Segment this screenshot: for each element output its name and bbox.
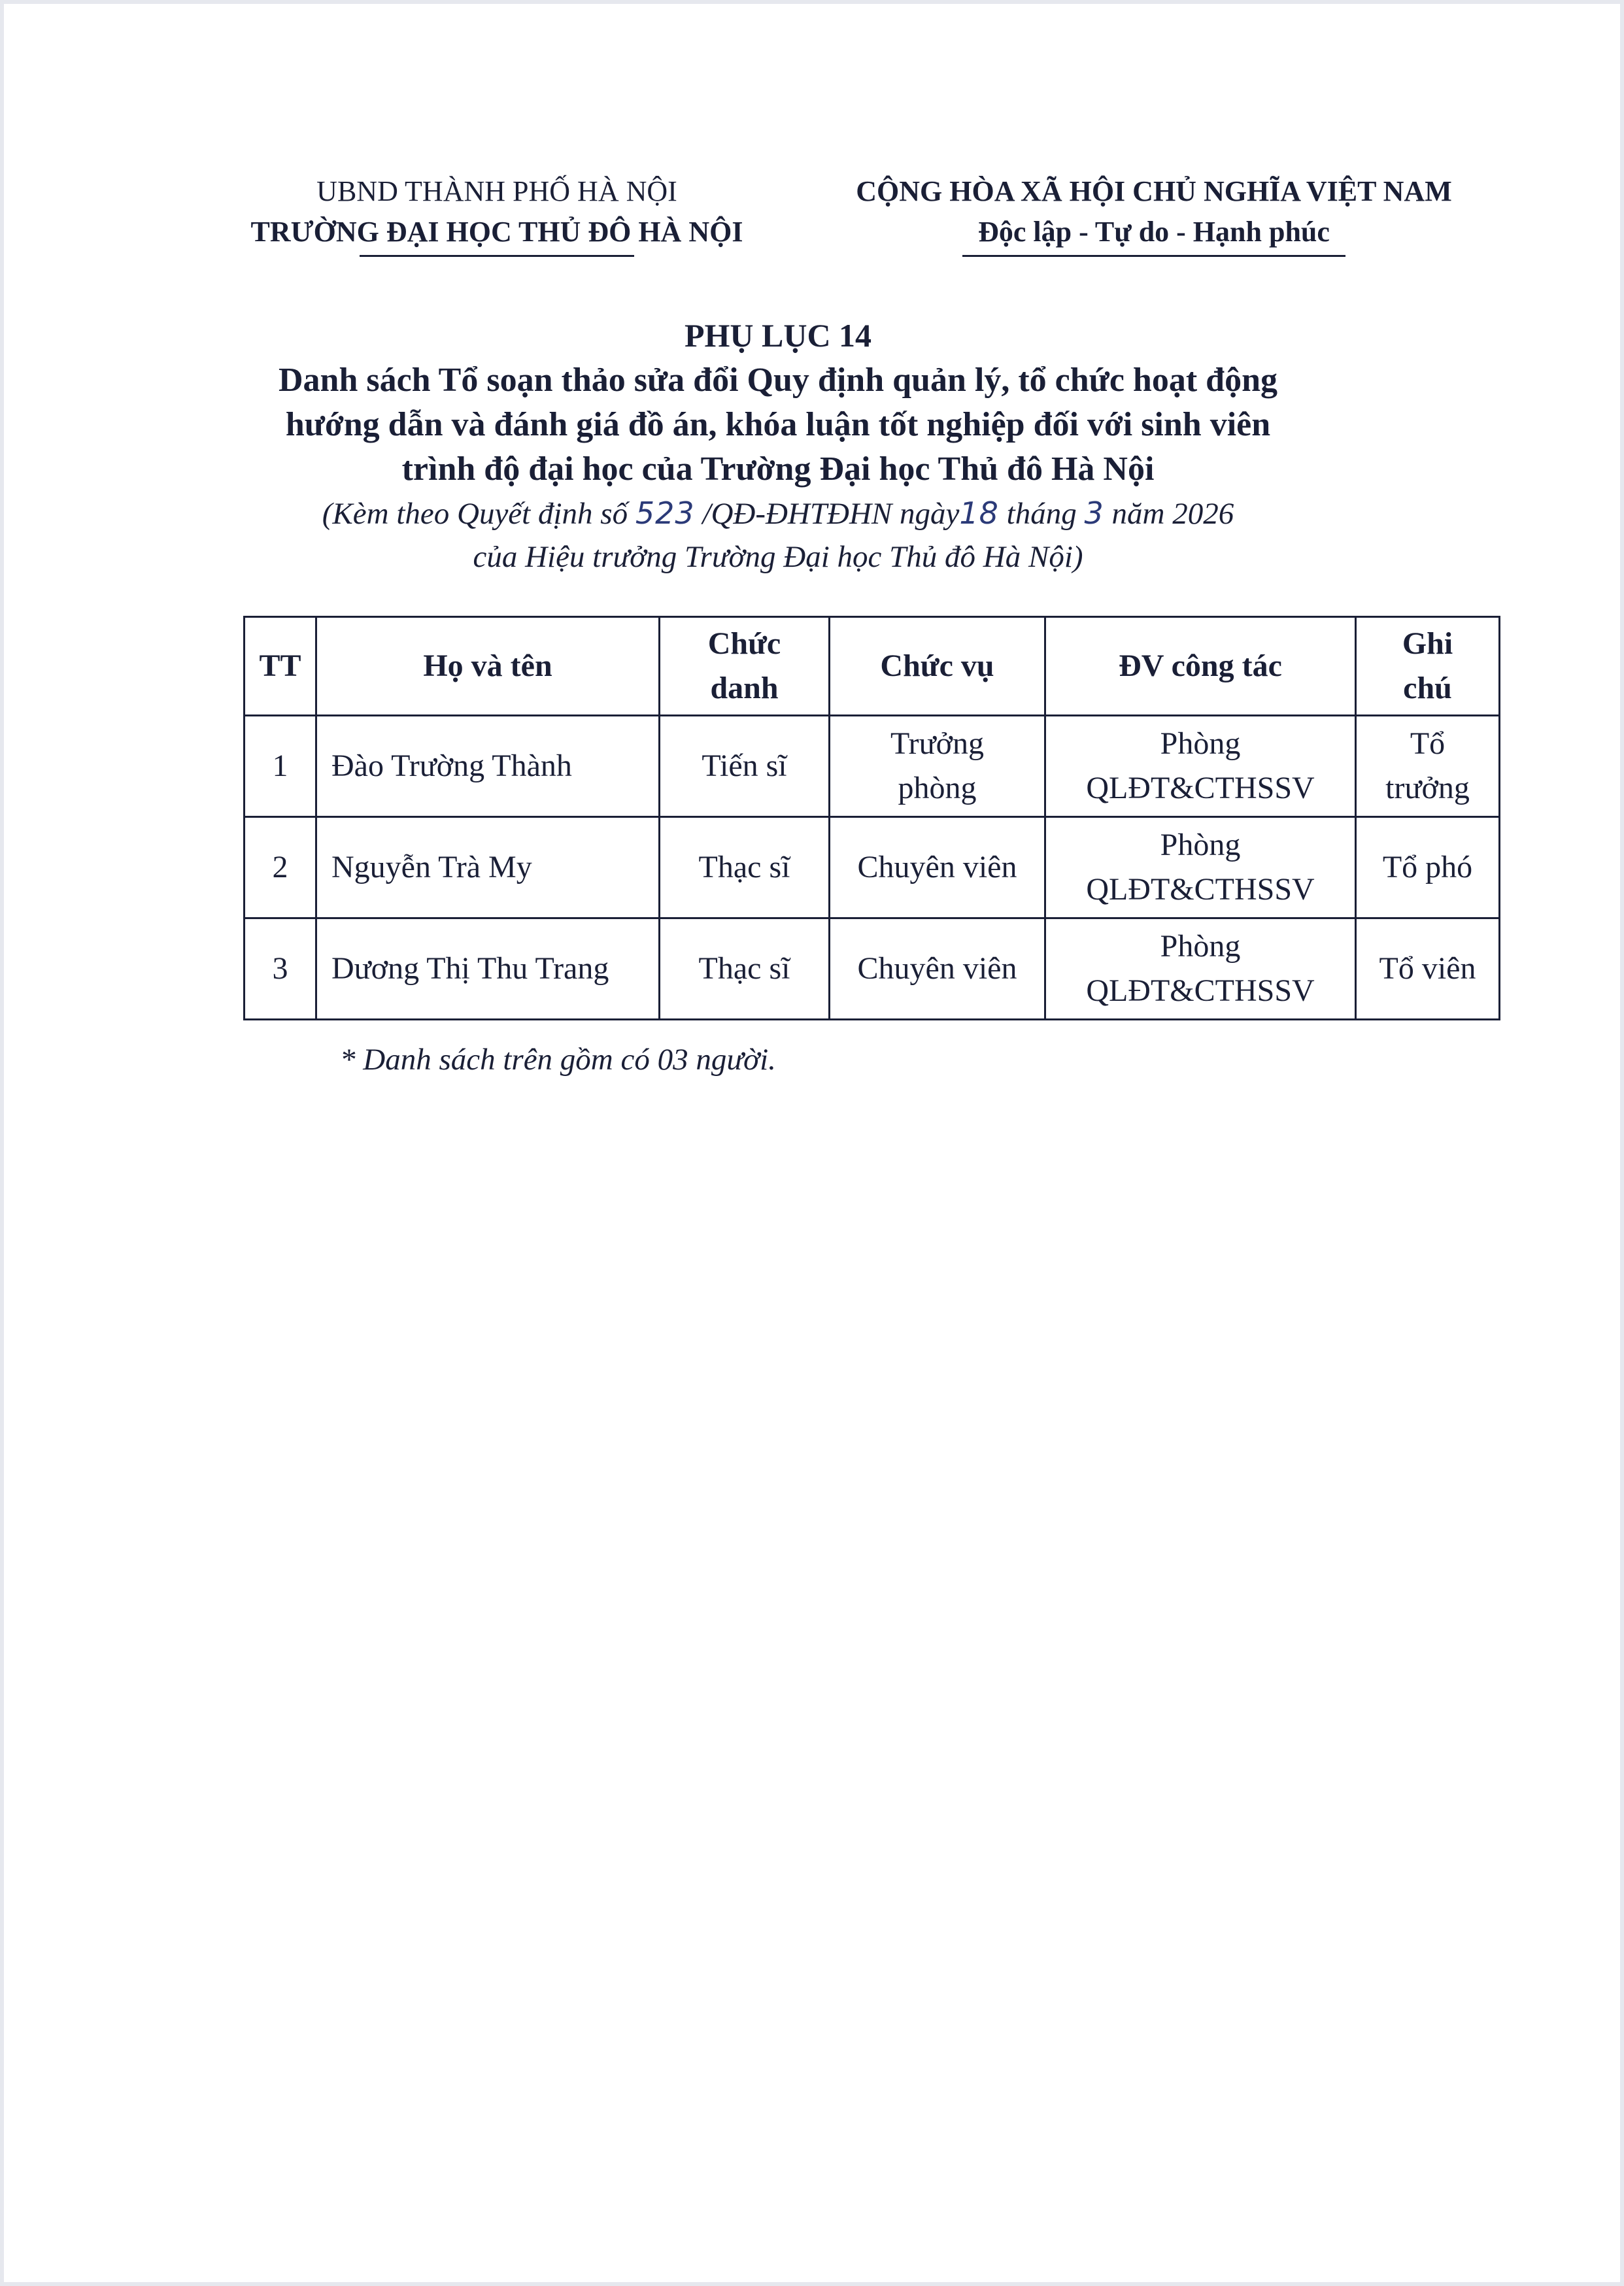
cell-position-b: phòng <box>898 771 977 805</box>
year-label: năm 2026 <box>1104 497 1234 531</box>
cell-unit <box>1045 716 1356 817</box>
country-name: CỘNG HÒA XÃ HỘI CHỦ NGHĨA VIỆT NAM <box>856 175 1452 207</box>
cell-name: Dương Thị Thu Trang <box>316 918 660 1020</box>
cell-unit-a: Phòng <box>1160 828 1241 862</box>
cell-position: Chuyên viên <box>830 817 1045 918</box>
subject-line-3: trình độ đại học của Trường Đại học Thủ đô Hà Nội <box>401 450 1155 488</box>
cell-unit-b: QLĐT&CTHSSV <box>1086 771 1315 805</box>
attachment-prefix: (Kèm theo Quyết định số <box>322 497 635 531</box>
header-position: Chức vụ <box>830 617 1045 716</box>
decision-day: 18 <box>959 496 999 531</box>
title-block <box>196 312 1360 579</box>
decision-number: 523 <box>635 496 695 531</box>
table-row <box>245 918 1500 1020</box>
national-motto <box>811 171 1497 257</box>
cell-unit-b: QLĐT&CTHSSV <box>1086 973 1315 1008</box>
school-name: TRƯỜNG ĐẠI HỌC THỦ ĐÔ HÀ NỘI <box>250 216 743 248</box>
subject-line-1: Danh sách Tổ soạn thảo sửa đổi Quy định quản lý, tổ chức hoạt động <box>278 361 1278 399</box>
header-note <box>1356 617 1500 716</box>
issuing-agency <box>248 171 745 257</box>
member-table <box>243 616 1500 1020</box>
cell-position-a: Trưởng <box>890 726 984 761</box>
motto-underline <box>962 255 1345 257</box>
cell-note-b: trưởng <box>1385 771 1470 805</box>
cell-name: Nguyễn Trà My <box>316 817 660 918</box>
attachment-line-1 <box>196 492 1360 535</box>
header-name: Họ và tên <box>316 617 660 716</box>
cell-tt: 3 <box>245 918 316 1020</box>
cell-note: Tổ phó <box>1356 817 1500 918</box>
cell-position: Chuyên viên <box>830 918 1045 1020</box>
agency-underline <box>360 255 634 257</box>
month-label: tháng <box>998 497 1085 531</box>
cell-tt: 1 <box>245 716 316 817</box>
cell-unit-b: QLĐT&CTHSSV <box>1086 872 1315 907</box>
motto: Độc lập - Tự do - Hạnh phúc <box>978 216 1330 248</box>
table-row <box>245 716 1500 817</box>
cell-position <box>830 716 1045 817</box>
cell-unit-a: Phòng <box>1160 929 1241 964</box>
cell-unit <box>1045 918 1356 1020</box>
attachment-line-2: của Hiệu trưởng Trường Đại học Thủ đô Hà Nội) <box>473 540 1083 574</box>
cell-note <box>1356 716 1500 817</box>
parent-agency: UBND THÀNH PHỐ HÀ NỘI <box>316 175 677 207</box>
header-note-b: chú <box>1403 671 1452 705</box>
header-title-a: Chức <box>707 626 781 661</box>
cell-title: Tiến sĩ <box>660 716 830 817</box>
cell-title: Thạc sĩ <box>660 817 830 918</box>
subject-line-2: hướng dẫn và đánh giá đồ án, khóa luận tốt nghiệp đối với sinh viên <box>285 406 1271 443</box>
header-title-b: danh <box>710 671 779 705</box>
table-header-row <box>245 617 1500 716</box>
appendix-title: PHỤ LỤC 14 <box>684 317 872 354</box>
cell-title: Thạc sĩ <box>660 918 830 1020</box>
cell-note-a: Tổ <box>1410 726 1446 761</box>
cell-unit <box>1045 817 1356 918</box>
header-tt: TT <box>245 617 316 716</box>
cell-tt: 2 <box>245 817 316 918</box>
cell-note: Tổ viên <box>1356 918 1500 1020</box>
cell-name: Đào Trường Thành <box>316 716 660 817</box>
decision-month: 3 <box>1084 496 1104 531</box>
header-note-a: Ghi <box>1402 626 1453 661</box>
table-row <box>245 817 1500 918</box>
decision-code: /QĐ-ĐHTĐHN ngày <box>694 497 960 531</box>
header-title <box>660 617 830 716</box>
footnote: * Danh sách trên gồm có 03 người. <box>340 1043 776 1077</box>
header-unit: ĐV công tác <box>1045 617 1356 716</box>
cell-unit-a: Phòng <box>1160 726 1241 761</box>
